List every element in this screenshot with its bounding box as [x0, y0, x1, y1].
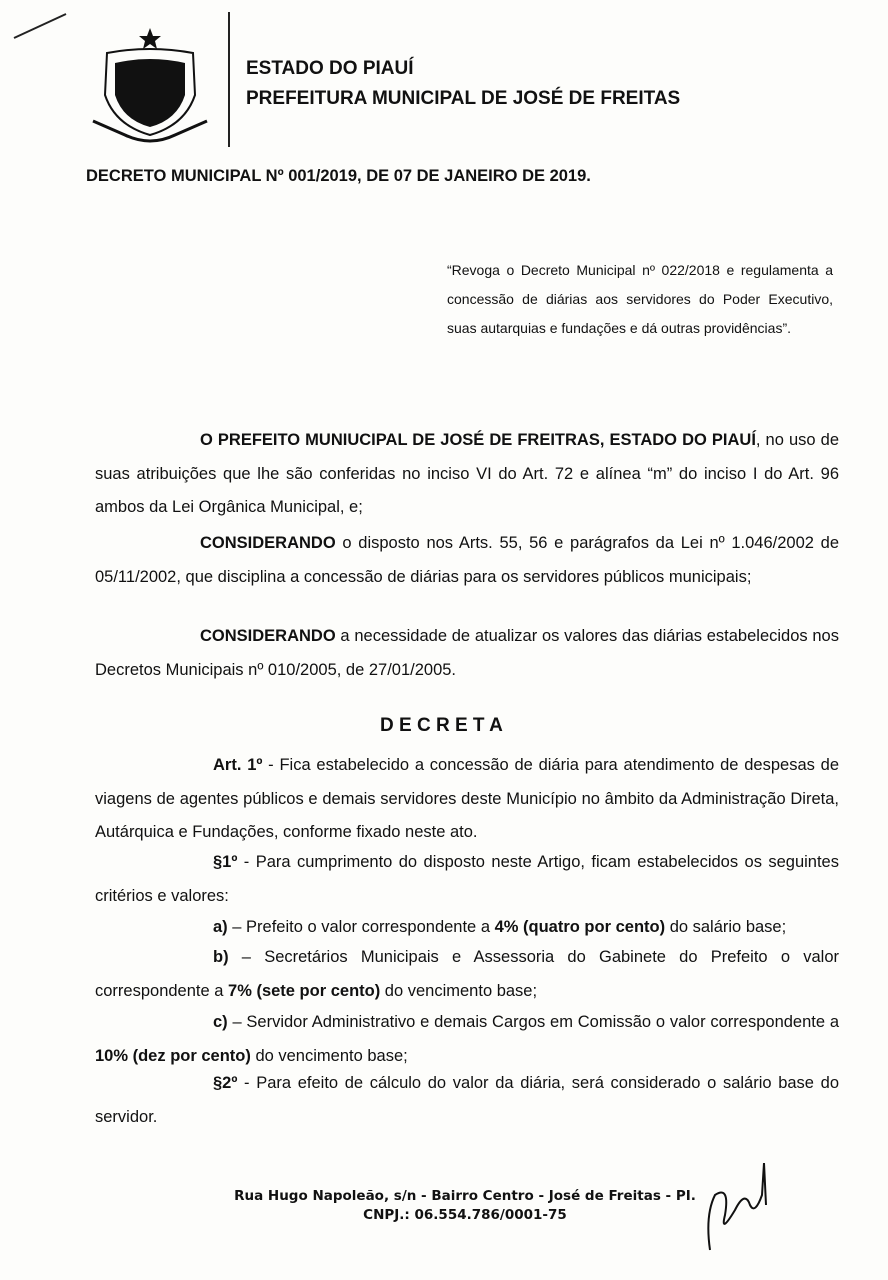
decreta-heading: D E C R E T A: [380, 715, 503, 736]
article-1: Art. 1º - Fica estabelecido a concessão de diária para atendimento de despesas de viagens de agentes públicos e demais servidores deste Município no âmbito da Administração Direta, Autárquica e Fundações, conforme fixado neste ato.: [95, 756, 840, 841]
item-b: b) – Secretários Municipais e Assessoria do Gabinete do Prefeito o valor correspondente a 7% (sete por cento) do vencimento base;: [95, 948, 839, 1000]
header-divider: [228, 12, 230, 147]
footer-cnpj: CNPJ.: 06.554.786/0001-75: [363, 1207, 567, 1223]
paragraph-2: §2º - Para efeito de cálculo do valor da diária, será considerado o salário base do servidor.: [95, 1074, 839, 1126]
item-a: a) – Prefeito o valor correspondente a 4% (quatro por cento) do salário base;: [213, 918, 787, 936]
considerando-2: CONSIDERANDO a necessidade de atualizar os valores das diárias estabelecidos nos Decretos Municipais nº 010/2005, de 27/01/2005.: [95, 627, 839, 679]
paragraph-1: §1º - Para cumprimento do disposto neste Artigo, ficam estabelecidos os seguintes critérios e valores:: [95, 853, 839, 905]
footer-address: Rua Hugo Napoleão, s/n - Bairro Centro - José de Freitas - PI.: [234, 1188, 696, 1204]
municipality-name: PREFEITURA MUNICIPAL DE JOSÉ DE FREITAS: [246, 88, 681, 109]
decree-title: DECRETO MUNICIPAL Nº 001/2019, DE 07 DE JANEIRO DE 2019.: [86, 167, 591, 185]
item-c: c) – Servidor Administrativo e demais Cargos em Comissão o valor correspondente a 10% (dez por cento) do vencimento base;: [95, 1013, 839, 1065]
municipal-seal-logo: [85, 25, 215, 145]
state-name: ESTADO DO PIAUÍ: [246, 58, 414, 79]
handwritten-signature: [700, 1155, 780, 1255]
pen-mark: [10, 8, 70, 43]
considerando-1: CONSIDERANDO o disposto nos Arts. 55, 56 e parágrafos da Lei nº 1.046/2002 de 05/11/2002, que disciplina a concessão de diárias para os servidores públicos municipais;: [95, 534, 839, 586]
preamble: O PREFEITO MUNIUCIPAL DE JOSÉ DE FREITRAS, ESTADO DO PIAUÍ, no uso de suas atribuições que lhe são conferidas no inciso VI do Art. 72 e alínea “m” do inciso I do Art. 96 ambos da Lei Orgânica Municipal, e;: [95, 431, 839, 516]
decree-summary: “Revoga o Decreto Municipal nº 022/2018 e regulamenta a concessão de diárias aos servidores do Poder Executivo, suas autarquias e fundações e dá outras providências”.: [447, 262, 833, 336]
